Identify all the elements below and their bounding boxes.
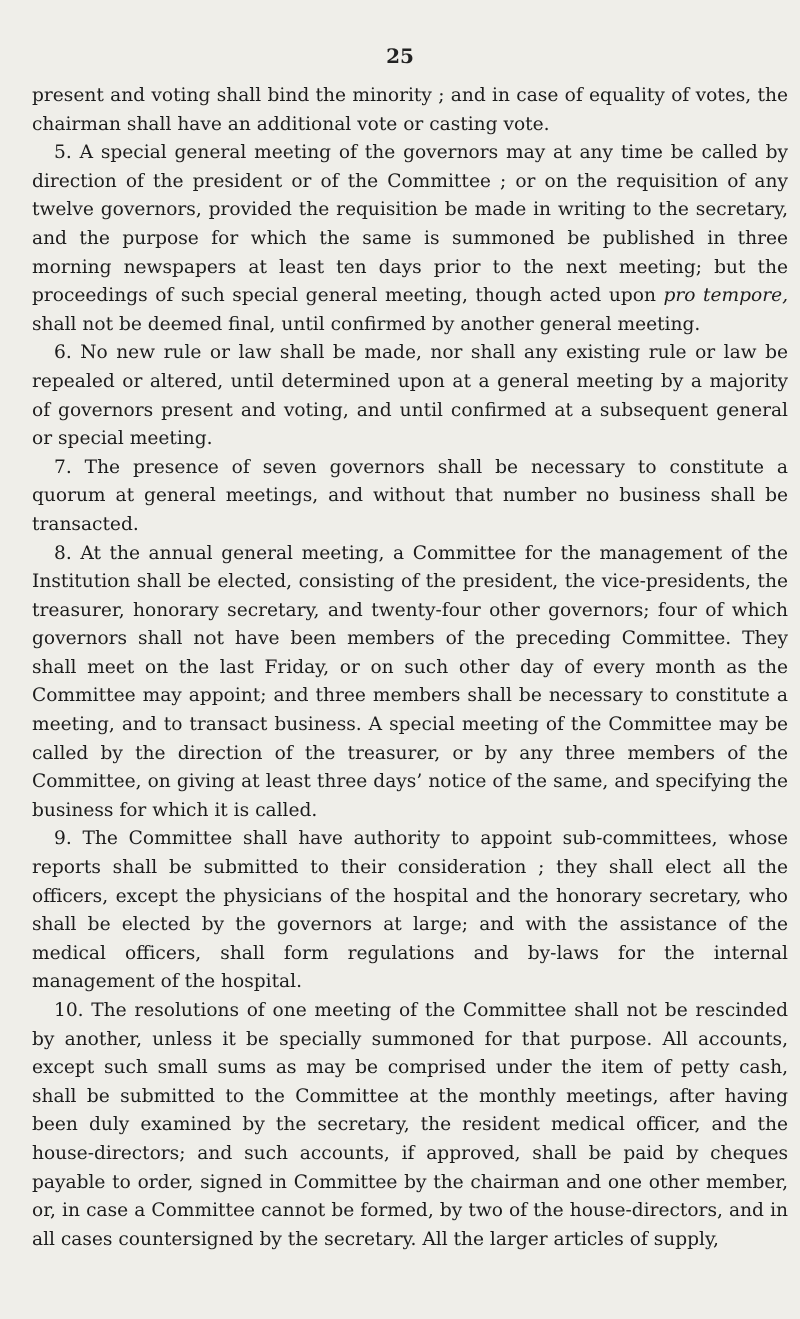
paragraph-text: 5. A special general meeting of the governors may at any time be called by direction of the president or of the Committee ; or on the requisition of any twelve governors, provided the requisition be made in writing to the secretary, and the purpose for which the same is summoned be published in three morning newspapers at least ten days prior to the next meeting; but the proceedings of such special general meeting, though acted upon xyxy=(32,142,788,307)
italic-phrase: pro tempore, xyxy=(663,285,789,307)
paragraph-rule-8: 8. At the annual general meeting, a Committee for the management of the Institution shall be elected, consisting of the president, the vice-presidents, the treasurer, honorary secretary, and twenty-four other governors; four of which governors shall not have been members of the preceding Committee. They shall meet on the last Friday, or on such other day of every month as the Committee may appoint; and three members shall be necessary to constitute a meeting, and to transact business. A special meeting of the Committee may be called by the direction of the treasurer, or by any three members of the Committee, on giving at least three days’ notice of the same, and specifying the business for which it is called. xyxy=(32,542,788,821)
paragraph-continued: present and voting shall bind the minority ; and in case of equality of votes, the chairman shall have an additional vote or casting vote. xyxy=(32,85,788,135)
paragraph-rule-5 xyxy=(32,139,788,339)
paragraph-text: shall not be deemed final, until confirmed by another general meeting. xyxy=(32,313,701,335)
body-text xyxy=(32,82,788,1254)
paragraph-rule-10: 10. The resolutions of one meeting of the Committee shall not be rescinded by another, unless it be specially summoned for that purpose. All accounts, except such small sums as may be comprised under the item of petty cash, shall be submitted to the Committee at the monthly meetings, after having been duly examined by the secretary, the resident medical officer, and the house-directors; and such accounts, if approved, shall be paid by cheques payable to order, signed in Committee by the chairman and one other member, or, in case a Committee cannot be formed, by two of the house-directors, and in all cases countersigned by the secretary. All the larger articles of supply, xyxy=(32,1000,788,1250)
paragraph-rule-9: 9. The Committee shall have authority to appoint sub-committees, whose reports shall be submitted to their consideration ; they shall elect all the officers, except the physicians of the hospital and the honorary secretary, who shall be elected by the governors at large; and with the assistance of the medical officers, shall form regulations and by-laws for the internal management of the hospital. xyxy=(32,828,788,993)
paragraph-rule-7: 7. The presence of seven governors shall be necessary to constitute a quorum at general meetings, and without that number no business shall be transacted. xyxy=(32,456,788,535)
page-number: 25 xyxy=(386,44,414,68)
paragraph-rule-6: 6. No new rule or law shall be made, nor shall any existing rule or law be repealed or altered, until determined upon at a general meeting by a majority of governors present and voting, and until confirmed at a subsequent general or special meeting. xyxy=(32,342,788,450)
